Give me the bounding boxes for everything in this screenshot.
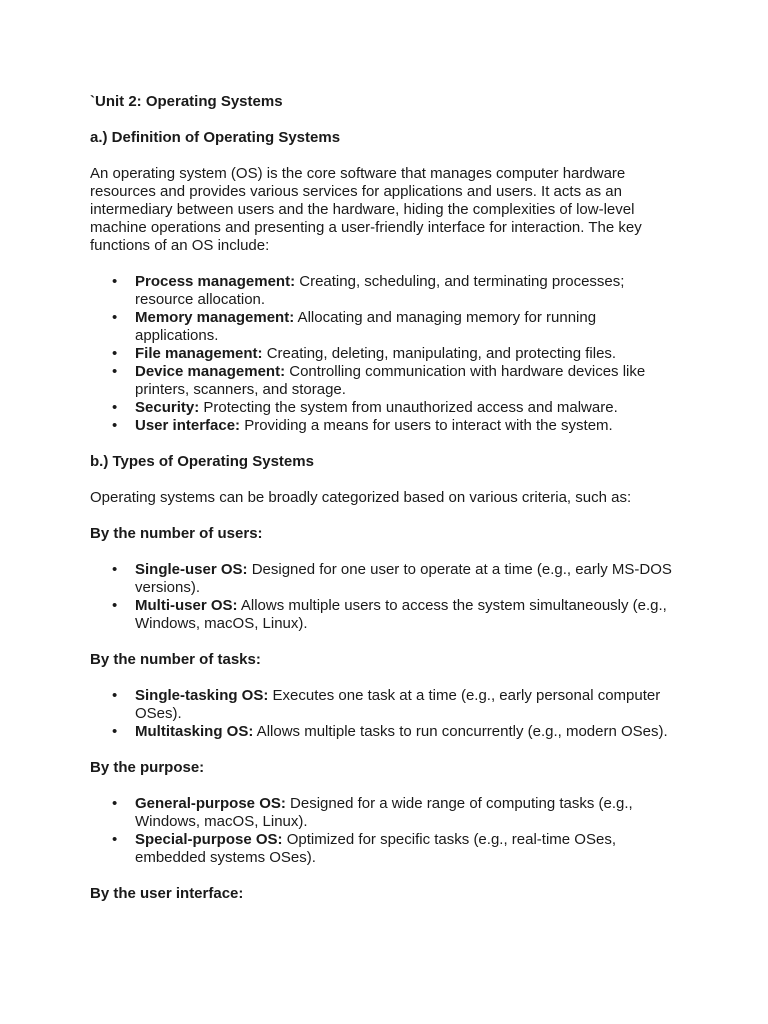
list-item-term: Special-purpose OS: <box>135 831 283 848</box>
tasks-list <box>90 687 680 741</box>
list-item-desc: Protecting the system from unauthorized access and malware. <box>199 399 618 416</box>
list-item-term: User interface: <box>135 417 241 434</box>
list-item-desc: Allows multiple users to access the system simultaneously (e.g., Windows, macOS, Linux). <box>135 597 667 632</box>
list-item-desc: Executes one task at a time (e.g., early personal computer OSes). <box>135 687 661 722</box>
users-list <box>90 561 680 633</box>
list-item <box>135 723 680 741</box>
purpose-list <box>90 795 680 867</box>
list-item-desc: Designed for one user to operate at a time (e.g., early MS-DOS versions). <box>135 561 672 596</box>
list-item-term: Multitasking OS: <box>135 723 254 740</box>
list-item <box>135 597 680 633</box>
list-item <box>135 795 680 831</box>
list-item-desc: Providing a means for users to interact with the system. <box>240 417 613 434</box>
list-item <box>135 273 680 309</box>
document-title: `Unit 2: Operating Systems <box>90 93 283 110</box>
list-item <box>135 309 680 345</box>
list-item-term: Single-user OS: <box>135 561 248 578</box>
list-item-term: Single-tasking OS: <box>135 687 269 704</box>
list-item-desc: Allows multiple tasks to run concurrently (e.g., modern OSes). <box>253 723 668 740</box>
section-a-intro: An operating system (OS) is the core software that manages computer hardware resources and provides various services for applications and users. It acts as an intermediary between users and the hardware, hiding the complexities of low-level machine operations and presenting a user-friendly interface for interaction. The key functions of an OS include: <box>90 165 642 254</box>
group-heading-purpose: By the purpose: <box>90 759 205 776</box>
list-item <box>135 687 680 723</box>
list-item-term: Security: <box>135 399 200 416</box>
list-item-term: File management: <box>135 345 263 362</box>
list-item-desc: Controlling communication with hardware devices like printers, scanners, and storage. <box>135 363 646 398</box>
list-item-term: Multi-user OS: <box>135 597 238 614</box>
list-item-desc: Creating, deleting, manipulating, and protecting files. <box>262 345 617 362</box>
list-item-desc: Allocating and managing memory for running applications. <box>135 309 597 344</box>
list-item <box>135 417 680 435</box>
list-item <box>135 561 680 597</box>
group-heading-user-interface: By the user interface: <box>90 885 244 902</box>
list-item-desc: Designed for a wide range of computing tasks (e.g., Windows, macOS, Linux). <box>135 795 633 830</box>
list-item-desc: Optimized for specific tasks (e.g., real-time OSes, embedded systems OSes). <box>135 831 616 866</box>
list-item-term: Memory management: <box>135 309 295 326</box>
section-b-intro: Operating systems can be broadly categorized based on various criteria, such as: <box>90 489 632 506</box>
list-item <box>135 345 680 363</box>
list-item-term: General-purpose OS: <box>135 795 286 812</box>
list-item <box>135 363 680 399</box>
list-item <box>135 831 680 867</box>
list-item-term: Process management: <box>135 273 296 290</box>
group-heading-tasks: By the number of tasks: <box>90 651 261 668</box>
list-item-term: Device management: <box>135 363 286 380</box>
list-item-desc: Creating, scheduling, and terminating processes; resource allocation. <box>135 273 625 308</box>
document-page <box>90 93 680 903</box>
section-a-heading: a.) Definition of Operating Systems <box>90 129 341 146</box>
list-item <box>135 399 680 417</box>
os-functions-list <box>90 273 680 435</box>
group-heading-users: By the number of users: <box>90 525 263 542</box>
section-b-heading: b.) Types of Operating Systems <box>90 453 314 470</box>
